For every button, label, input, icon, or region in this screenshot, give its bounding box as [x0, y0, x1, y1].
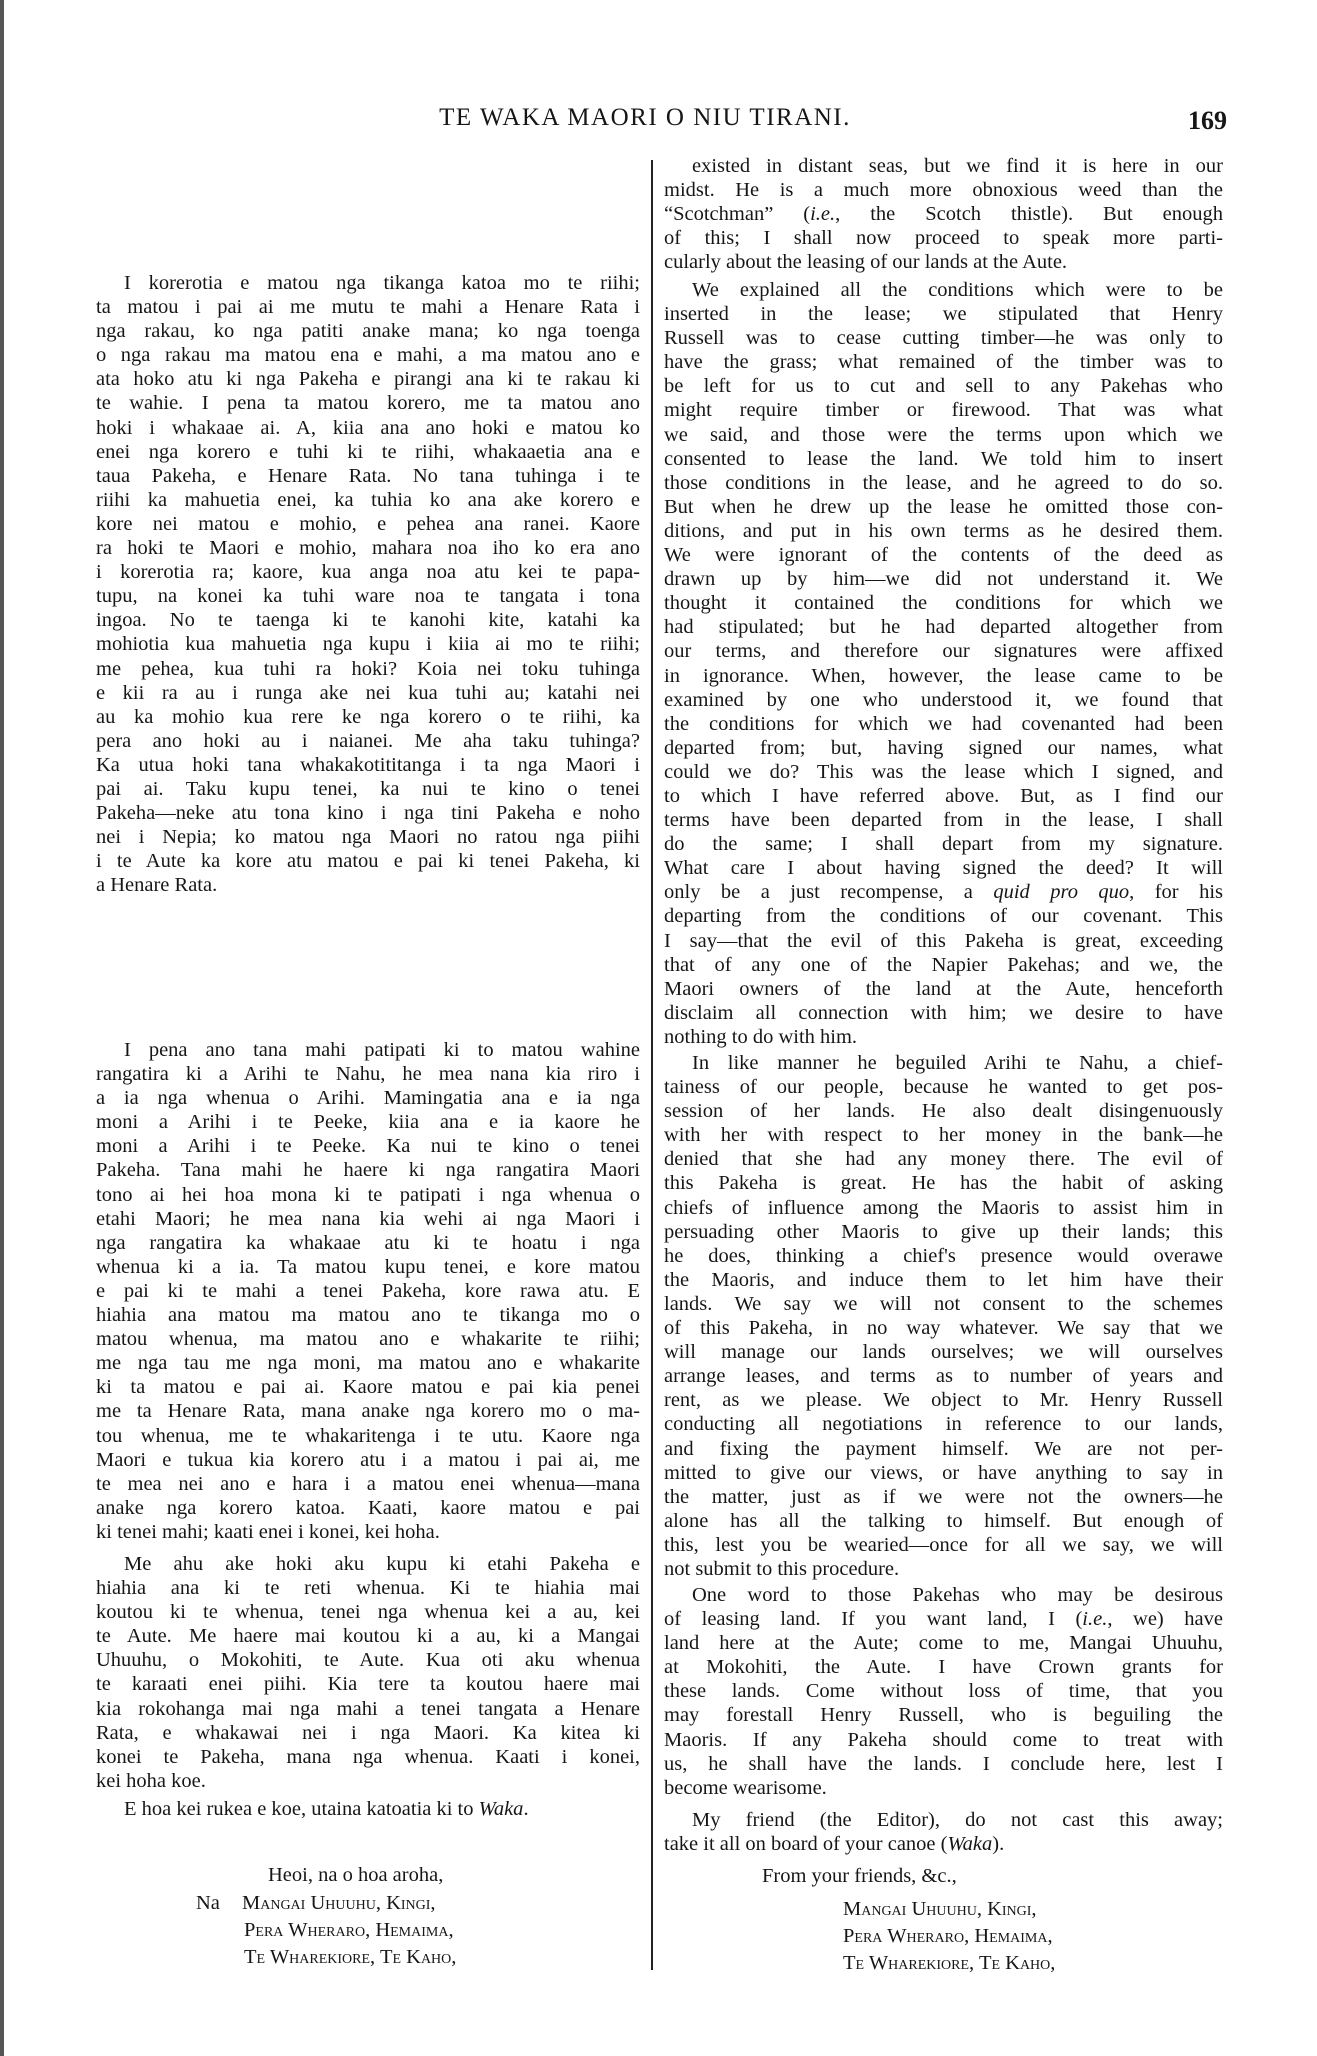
text-line: lands. We say we will not consent to the schemes — [664, 1292, 1223, 1315]
text-line: nga rangatira ka whakaae atu ki te hoatu i nga — [96, 1231, 640, 1254]
text-line: the matter, just as if we were not the owners—he — [664, 1485, 1223, 1508]
text-line: he does, thinking a chief's presence would overawe — [664, 1244, 1223, 1267]
signatory-name: Mangai Uhuuhu, Kingi, — [242, 1892, 436, 1914]
text-line: I pena ano tana mahi patipati ki to matou wahine — [124, 1039, 640, 1061]
english-paragraph — [664, 278, 1223, 1049]
text-line: ta matou i pai ai me mutu te mahi a Henare Rata i — [96, 296, 640, 319]
text-line: konei te Pakeha, mana nga whenua. Kaati i konei, — [96, 1745, 640, 1768]
text-line: ditions, and put in his own terms as he desired them. — [664, 519, 1223, 542]
text-line: te wahie. I pena ta matou korero, me ta matou ano — [96, 392, 640, 415]
text-line: o nga rakau ma matou ena e mahi, a ma matou ano e — [96, 344, 640, 367]
text-line: kore nei matou e mohio, e pehea ana ranei. Kaore — [96, 512, 640, 535]
text-segment: “Scotchman” ( — [664, 203, 811, 226]
text-line: become wearisome. — [664, 1776, 827, 1799]
english-closing-lines — [664, 1808, 1223, 1856]
text-line: pai ai. Taku kupu tenei, ka nui te kino o tenei — [96, 777, 640, 800]
text-line: could we do? This was the lease which I signed, and — [664, 760, 1223, 783]
italic-text: i.e. — [1082, 1608, 1108, 1631]
text-line: etahi Maori; he mea nana kia wehi ai nga Maori i — [96, 1207, 640, 1230]
text-segment: , we) have — [1107, 1608, 1223, 1631]
text-line: ata hoko atu ki nga Pakeha e pirangi ana ki te rakau ki — [96, 368, 640, 391]
text-line: kei hoha koe. — [96, 1769, 206, 1792]
text-line: hiahia ana ki te reti whenua. Ki te hiahia mai — [96, 1577, 640, 1600]
text-line: i te Aute ka kore atu matou e pai ki tenei Pakeha, ki — [96, 850, 640, 873]
text-line: consented to lease the land. We told him to insert — [664, 447, 1223, 470]
text-line: departed from; but, having signed our names, what — [664, 736, 1223, 759]
signatory-name: Te Wharekiore, Te Kaho, — [843, 1952, 1056, 1974]
text-line: a ia nga whenua o Arihi. Mamingatia ana e ia nga — [96, 1087, 640, 1110]
text-segment: only be a just recompense, a — [664, 881, 994, 904]
text-line: me ta Henare Rata, mana anake nga korero mo o ma- — [96, 1400, 640, 1423]
text-line: anake nga korero katoa. Kaati, kaore matou e pai — [96, 1496, 640, 1519]
text-line: not submit to this procedure. — [664, 1557, 900, 1580]
signatory-name: Pera Wheraro, Hemaima, — [244, 1919, 454, 1941]
scan-edge — [0, 0, 4, 2056]
text-line — [96, 1797, 640, 1821]
text-line: terms have been departed from in the lease, I shall — [664, 809, 1223, 832]
text-line: do the same; I shall depart from my signature. — [664, 833, 1223, 856]
signatory-name: Pera Wheraro, Hemaima, — [843, 1925, 1053, 1947]
text-line: the conditions for which we had covenanted had been — [664, 712, 1223, 735]
text-line — [664, 880, 1223, 904]
text-line: land here at the Aute; come to me, Mangai Uhuuhu, — [664, 1632, 1223, 1655]
text-line: these lands. Come without loss of time, that you — [664, 1680, 1223, 1703]
text-line: rangatira ki a Arihi te Nahu, he mea nana kia riro i — [96, 1063, 640, 1086]
text-line: nei i Nepia; ko matou nga Maori no ratou nga piihi — [96, 826, 640, 849]
italic-text: quid pro quo — [993, 881, 1130, 904]
text-line: e pai ki te mahi a tenei Pakeha, kore rawa atu. E — [96, 1279, 640, 1302]
text-line: But when he drew up the lease he omitted those con- — [664, 495, 1223, 518]
text-line: this Pakeha is great. He has the habit of asking — [664, 1172, 1223, 1195]
english-paragraph — [664, 1583, 1223, 1800]
text-line: Maori e tukua kia korero atu i a matou i pai ai, me — [96, 1448, 640, 1471]
text-line: a Henare Rata. — [96, 874, 218, 897]
text-line: examined by one who understood it, we found that — [664, 688, 1223, 711]
text-line: Maoris. If any Pakeha should come to treat with — [664, 1728, 1223, 1751]
signatory-name: Te Wharekiore, Te Kaho, — [244, 1946, 457, 1968]
text-line: Me ahu ake hoki aku kupu ki etahi Pakeha e — [124, 1553, 640, 1575]
text-line: nothing to do with him. — [664, 1025, 858, 1048]
text-line: be left for us to cut and sell to any Pakehas who — [664, 375, 1223, 398]
text-line: our terms, and therefore our signatures were affixed — [664, 640, 1223, 663]
column-divider — [651, 160, 653, 1970]
text-line: rent, as we please. We object to Mr. Henry Russell — [664, 1389, 1223, 1412]
text-line: te mea nei ano e hara i a matou enei whenua—mana — [96, 1472, 640, 1495]
text-line: conducting all negotiations in reference to our lands, — [664, 1413, 1223, 1436]
text-line: denied that she had any money there. The evil of — [664, 1148, 1223, 1171]
text-line: with her with respect to her money in the bank—he — [664, 1124, 1223, 1147]
text-line: moni a Arihi i te Peeke, kiia ana e ia kaore he — [96, 1111, 640, 1134]
text-line: drawn up by him—we did not understand it. We — [664, 568, 1223, 591]
text-line: may forestall Henry Russell, who is beguiling the — [664, 1704, 1223, 1727]
text-line: Pakeha. Tana mahi he haere ki nga rangatira Maori — [96, 1159, 640, 1182]
english-paragraph — [664, 1051, 1223, 1581]
text-line: at Mokohiti, the Aute. I have Crown grants for — [664, 1656, 1223, 1679]
text-line: moni a Arihi i te Peeke. Ka nui te kino o tenei — [96, 1135, 640, 1158]
text-line: of this; I shall now proceed to speak more parti- — [664, 227, 1223, 250]
maori-closing: Heoi, na o hoa aroha, — [268, 1864, 444, 1886]
text-line: ingoa. No te taenga ki te kanohi kite, katahi ka — [96, 609, 640, 632]
text-line: this, lest you be wearied—once for all we say, we will — [664, 1533, 1223, 1556]
text-line: me nga tau me nga moni, ma matou ano e whakarite — [96, 1352, 640, 1375]
text-line: We explained all the conditions which were to be — [692, 279, 1223, 301]
text-line: matou whenua, ma matou ano e whakarite te riihi; — [96, 1328, 640, 1351]
text-line: koutou ki te whenua, tenei nga whenua kei a au, kei — [96, 1601, 640, 1624]
text-line: me pehea, kua tuhi ra hoki? Koia nei toku tuhinga — [96, 657, 640, 680]
maori-paragraph — [96, 1552, 640, 1793]
italic-text: Waka — [478, 1798, 524, 1820]
text-segment: ). — [992, 1833, 1005, 1856]
italic-text: i.e. — [810, 203, 836, 226]
text-line: in ignorance. When, however, the lease came to be — [664, 664, 1223, 687]
english-closing: From your friends, &c., — [762, 1865, 957, 1887]
maori-closing-line — [96, 1797, 640, 1821]
text-line: hoki i whakaae ai. A, kiia ana ano hoki e matou ko — [96, 416, 640, 439]
text-line: pera ano hoki au i naianei. Me aha taku tuhinga? — [96, 729, 640, 752]
text-line: existed in distant seas, but we find it is here in our — [692, 155, 1223, 177]
italic-text: Waka — [947, 1833, 993, 1856]
text-line: we said, and those were the terms upon which we — [664, 423, 1223, 446]
text-line: ra hoki te Maori e mohio, mahara noa iho ko era ano — [96, 537, 640, 560]
text-line: tainess of our people, because he wanted to get pos- — [664, 1076, 1223, 1099]
text-line: Russell was to cease cutting timber—he was only to — [664, 327, 1223, 350]
text-line: arrange leases, and terms as to number of years and — [664, 1365, 1223, 1388]
text-line: Rata, e whakawai nei i nga Maori. Ka kitea ki — [96, 1721, 640, 1744]
text-line: kia rokohanga mai nga mahi a tenei tangata a Henare — [96, 1697, 640, 1720]
text-line: i korerotia ra; kaore, kua anga noa atu kei te papa- — [96, 561, 640, 584]
text-line: cularly about the leasing of our lands at the Aute. — [664, 251, 1068, 274]
text-line: hiahia ana matou ma matou ano te tikanga mo o — [96, 1304, 640, 1327]
text-line: the Maoris, and induce them to let him have their — [664, 1268, 1223, 1291]
text-segment: . — [523, 1798, 529, 1820]
text-line: My friend (the Editor), do not cast this away; — [692, 1809, 1223, 1831]
text-segment: take it all on board of your canoe ( — [664, 1833, 948, 1856]
maori-paragraph — [96, 271, 640, 897]
text-line: tou whenua, me te whakaritenga i te utu. Kaore nga — [96, 1424, 640, 1447]
maori-signoff-prefix: Na — [196, 1892, 220, 1914]
text-line: Uhuuhu, o Mokohiti, te Aute. Kua oti aku whenua — [96, 1649, 640, 1672]
text-line — [664, 1832, 1223, 1856]
text-line: tono ai hei hoa mona ki te patipati i nga whenua o — [96, 1183, 640, 1206]
text-line: of this Pakeha, in no way whatever. We say that we — [664, 1317, 1223, 1340]
text-line: One word to those Pakehas who may be desirous — [692, 1584, 1223, 1606]
text-line: enei nga korero e tuhi ki te riihi, whakaaetia ana e — [96, 440, 640, 463]
text-line: thought it contained the conditions for which we — [664, 592, 1223, 615]
text-line: I korerotia e matou nga tikanga katoa mo te riihi; — [124, 272, 640, 294]
text-line: tupu, na konei ka tuhi ware noa te tangata i tona — [96, 585, 640, 608]
text-line: midst. He is a much more obnoxious weed than the — [664, 179, 1223, 202]
text-line: riihi ka mahuetia enei, ka tuhia ko ana ake korero e — [96, 488, 640, 511]
text-line: had stipulated; but he had departed altogether from — [664, 616, 1223, 639]
text-line: persuading other Maoris to give up their lands; this — [664, 1220, 1223, 1243]
text-line: Ka utua hoki tana whakakotititanga i ta nga Maori i — [96, 753, 640, 776]
text-line — [664, 202, 1223, 226]
text-line: mitted to give our views, or have anything to say in — [664, 1461, 1223, 1484]
maori-paragraph — [96, 1038, 640, 1544]
text-line: whenua ki a ia. Ta matou kupu tenei, e kore matou — [96, 1255, 640, 1278]
text-line: chiefs of influence among the Maoris to assist him in — [664, 1196, 1223, 1219]
text-line: ki ta matou e pai ai. Kaore matou e pai kia penei — [96, 1376, 640, 1399]
text-segment: E hoa kei rukea e koe, utaina katoatia ki to — [124, 1798, 479, 1820]
text-segment: , the Scotch thistle). But enough — [835, 203, 1223, 226]
text-line: te Aute. Me haere mai koutou ki a au, ki a Mangai — [96, 1625, 640, 1648]
text-line: alone has all the talking to himself. But enough of — [664, 1509, 1223, 1532]
text-segment: of leasing land. If you want land, I ( — [664, 1608, 1083, 1631]
english-paragraph — [664, 154, 1223, 274]
text-line: session of her lands. He also dealt disingenuously — [664, 1100, 1223, 1123]
text-line: departing from the conditions of our covenant. This — [664, 905, 1223, 928]
page-number: 169 — [1188, 106, 1227, 135]
text-line: We were ignorant of the contents of the deed as — [664, 544, 1223, 567]
text-line: and fixing the payment himself. We are not per- — [664, 1437, 1223, 1460]
text-line: will manage our lands ourselves; we will ourselves — [664, 1341, 1223, 1364]
text-line: disclaim all connection with him; we desire to have — [664, 1001, 1223, 1024]
text-line: those conditions in the lease, and he agreed to do so. — [664, 471, 1223, 494]
text-line: mohiotia kua mahuetia nga kupu i kiia ai mo te riihi; — [96, 633, 640, 656]
text-line: might require timber or firewood. That was what — [664, 399, 1223, 422]
text-line: te karaati enei piihi. Kia tere ta koutou haere mai — [96, 1673, 640, 1696]
text-line: ki tenei mahi; kaati enei i konei, kei hoha. — [96, 1520, 440, 1543]
text-segment: , for his — [1129, 881, 1223, 904]
text-line: inserted in the lease; we stipulated that Henry — [664, 303, 1223, 326]
text-line: au ka mohio kua rere ke nga korero o te riihi, ka — [96, 705, 640, 728]
running-header: TE WAKA MAORI O NIU TIRANI. — [439, 104, 851, 131]
text-line: have the grass; what remained of the timber was to — [664, 351, 1223, 374]
text-line: us, he shall have the lands. I conclude here, lest I — [664, 1752, 1223, 1775]
signatory-name: Mangai Uhuuhu, Kingi, — [843, 1898, 1037, 1920]
text-line: Pakeha—neke atu tona kino i nga tini Pakeha e noho — [96, 802, 640, 825]
text-line: What care I about having signed the deed? It will — [664, 857, 1223, 880]
text-line: to which I have referred above. But, as I find our — [664, 784, 1223, 807]
text-line: In like manner he beguiled Arihi te Nahu, a chief- — [692, 1052, 1223, 1074]
text-line: e kii ra au i runga ake nei kua tuhi au; katahi nei — [96, 681, 640, 704]
text-line: I say—that the evil of this Pakeha is great, exceeding — [664, 929, 1223, 952]
text-line: Maori owners of the land at the Aute, henceforth — [664, 977, 1223, 1000]
text-line — [664, 1607, 1223, 1631]
text-line: that of any one of the Napier Pakehas; and we, the — [664, 953, 1223, 976]
text-line: taua Pakeha, e Henare Rata. No tana tuhinga i te — [96, 464, 640, 487]
text-line: nga rakau, ko nga patiti anake mana; ko nga toenga — [96, 320, 640, 343]
